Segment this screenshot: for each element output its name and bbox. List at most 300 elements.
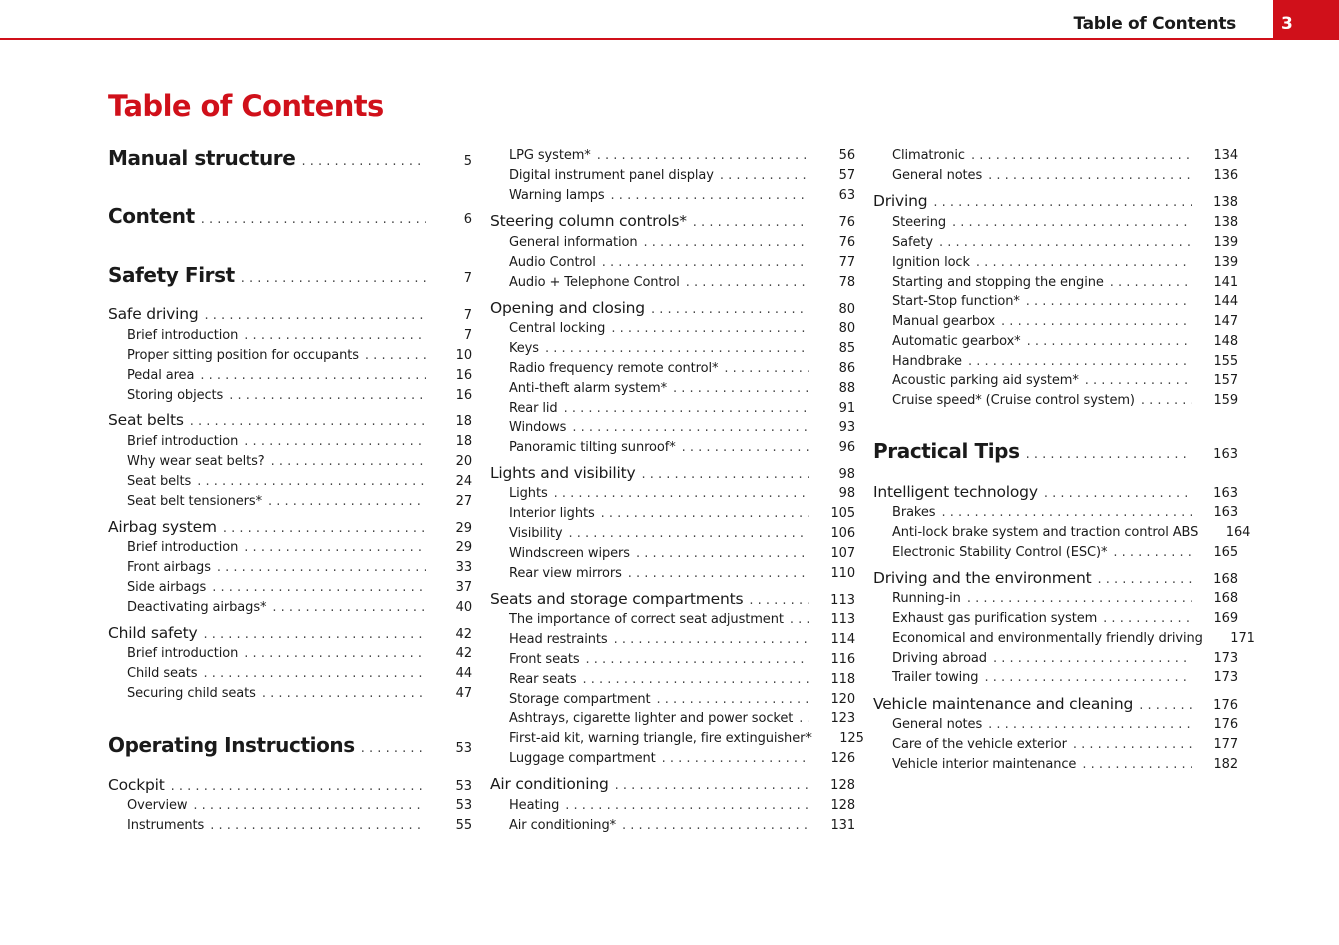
toc-entry-label: Driving abroad [892, 651, 987, 666]
toc-entry-label: Exhaust gas purification system [892, 611, 1098, 626]
dot-leader [636, 546, 809, 561]
toc-entry-page-number: 110 [830, 566, 855, 581]
toc-entry-label: Rear lid [509, 401, 558, 416]
toc-entry-label: Child safety [108, 624, 198, 642]
dot-leader [651, 302, 809, 317]
toc-entry-label: Seat belt tensioners* [127, 494, 262, 509]
toc-entry-page-number: 98 [838, 467, 855, 482]
dot-leader [657, 692, 809, 707]
toc-entry[interactable] [873, 294, 1238, 309]
toc-entry-label: Handbrake [892, 354, 962, 369]
dot-leader [1097, 572, 1192, 587]
dot-leader [210, 818, 426, 833]
toc-entry-label: Interior lights [509, 506, 595, 521]
toc-entry[interactable] [873, 393, 1238, 408]
toc-entry-label: Radio frequency remote control* [509, 361, 719, 376]
toc-entry[interactable] [490, 692, 855, 707]
toc-entry-label: Economical and environmentally friendly driving [892, 631, 1203, 646]
toc-entry[interactable] [490, 168, 855, 183]
toc-entry[interactable] [490, 440, 855, 455]
toc-entry[interactable] [490, 188, 855, 203]
toc-entry[interactable] [490, 506, 855, 521]
page-title: Table of Contents [108, 89, 384, 123]
toc-entry[interactable] [490, 731, 864, 746]
toc-entry[interactable] [490, 486, 855, 501]
toc-entry[interactable] [490, 464, 855, 482]
toc-entry-label: Brakes [892, 505, 936, 520]
toc-entry[interactable] [108, 263, 472, 287]
toc-entry-label: Air conditioning* [509, 818, 616, 833]
toc-entry-label: Luggage compartment [509, 751, 656, 766]
toc-entry-page-number: 33 [455, 560, 472, 575]
toc-entry-label: Ignition lock [892, 255, 970, 270]
toc-entry-page-number: 118 [830, 672, 855, 687]
toc-entry-label: Brief introduction [127, 646, 239, 661]
toc-entry[interactable] [873, 737, 1238, 752]
toc-entry-label: Proper sitting position for occupants [127, 348, 359, 363]
toc-entry-label: Driving [873, 192, 928, 210]
toc-entry-label: Content [108, 204, 195, 228]
dot-leader [976, 255, 1192, 270]
dot-leader [229, 388, 426, 403]
toc-entry[interactable] [108, 146, 472, 170]
toc-entry-label: Storing objects [127, 388, 224, 403]
toc-entry[interactable] [490, 275, 855, 290]
toc-entry-page-number: 91 [838, 401, 855, 416]
toc-entry-page-number: 126 [830, 751, 855, 766]
toc-entry-page-number: 176 [1213, 717, 1238, 732]
toc-entry[interactable] [490, 321, 855, 336]
toc-entry-label: Brief introduction [127, 540, 239, 555]
toc-entry[interactable] [873, 168, 1238, 183]
toc-entry[interactable] [873, 611, 1238, 626]
dot-leader [984, 670, 1192, 685]
toc-entry-label: Panoramic tilting sunroof* [509, 440, 676, 455]
dot-leader [1001, 314, 1192, 329]
toc-entry-label: Front seats [509, 652, 580, 667]
dot-leader [586, 652, 809, 667]
dot-leader [1085, 373, 1192, 388]
toc-entry-page-number: 57 [838, 168, 855, 183]
toc-entry-label: Visibility [509, 526, 563, 541]
dot-leader [622, 818, 809, 833]
toc-entry-page-number: 53 [455, 741, 472, 756]
toc-entry-page-number: 20 [455, 454, 472, 469]
toc-entry-page-number: 16 [455, 388, 472, 403]
dot-leader [988, 168, 1192, 183]
toc-entry-label: Safety First [108, 263, 235, 287]
toc-entry-page-number: 5 [463, 154, 472, 169]
toc-entry[interactable] [873, 651, 1238, 666]
toc-entry[interactable] [490, 798, 855, 813]
toc-entry-label: Digital instrument panel display [509, 168, 714, 183]
dot-leader [361, 741, 426, 756]
toc-entry[interactable] [108, 348, 472, 363]
dot-leader [662, 751, 809, 766]
header-rule [0, 38, 1339, 40]
running-header-title: Table of Contents [1073, 14, 1236, 34]
toc-entry[interactable] [108, 305, 472, 323]
toc-entry-label: Electronic Stability Control (ESC)* [892, 545, 1108, 560]
dot-leader [720, 168, 809, 183]
dot-leader [933, 195, 1192, 210]
dot-leader [241, 271, 426, 286]
toc-entry-label: Audio + Telephone Control [509, 275, 680, 290]
toc-entry-page-number: 141 [1213, 275, 1238, 290]
toc-entry[interactable] [108, 580, 472, 595]
toc-entry[interactable] [873, 439, 1238, 463]
toc-entry-label: Manual gearbox [892, 314, 996, 329]
toc-entry[interactable] [108, 411, 472, 429]
toc-entry[interactable] [108, 686, 472, 701]
dot-leader [1141, 393, 1192, 408]
dot-leader [1044, 486, 1192, 501]
toc-entry-page-number: 7 [463, 271, 472, 286]
toc-entry[interactable] [490, 632, 855, 647]
dot-leader [988, 717, 1192, 732]
toc-entry[interactable] [108, 646, 472, 661]
toc-entry[interactable] [108, 560, 472, 575]
toc-entry-page-number: 53 [455, 798, 472, 813]
toc-entry[interactable] [108, 818, 472, 833]
toc-entry-page-number: 7 [463, 308, 472, 323]
toc-entry-page-number: 138 [1213, 195, 1238, 210]
dot-leader [212, 580, 426, 595]
toc-entry-page-number: 163 [1213, 447, 1238, 462]
toc-entry-label: Safety [892, 235, 933, 250]
dot-leader [615, 778, 809, 793]
toc-entry-page-number: 128 [830, 778, 855, 793]
toc-entry-page-number: 93 [838, 420, 855, 435]
dot-leader [1110, 275, 1192, 290]
toc-entry-label: Anti-theft alarm system* [509, 381, 667, 396]
dot-leader [190, 414, 426, 429]
toc-entry-page-number: 106 [830, 526, 855, 541]
toc-entry-label: Acoustic parking aid system* [892, 373, 1079, 388]
toc-entry[interactable] [108, 474, 472, 489]
dot-leader [564, 401, 809, 416]
toc-entry-page-number: 76 [838, 235, 855, 250]
toc-entry[interactable] [108, 776, 472, 794]
toc-entry-label: Heating [509, 798, 560, 813]
dot-leader [644, 235, 810, 250]
toc-entry-label: Storage compartment [509, 692, 651, 707]
toc-entry-label: Audio Control [509, 255, 596, 270]
toc-entry[interactable] [873, 505, 1238, 520]
toc-entry-label: Head restraints [509, 632, 608, 647]
toc-entry-label: Cockpit [108, 776, 165, 794]
toc-entry[interactable] [108, 518, 472, 536]
toc-entry[interactable] [490, 775, 855, 793]
toc-entry[interactable] [873, 354, 1238, 369]
toc-entry-label: Front airbags [127, 560, 211, 575]
toc-entry[interactable] [490, 148, 855, 163]
dot-leader [641, 467, 809, 482]
dot-leader [197, 474, 426, 489]
toc-entry[interactable] [108, 328, 472, 343]
toc-entry[interactable] [873, 545, 1238, 560]
toc-entry-page-number: 144 [1213, 294, 1238, 309]
toc-entry-page-number: 16 [455, 368, 472, 383]
toc-entry-label: General notes [892, 717, 983, 732]
toc-entry[interactable] [873, 670, 1238, 685]
toc-entry-label: LPG system* [509, 148, 591, 163]
toc-entry[interactable] [490, 361, 855, 376]
toc-entry[interactable] [873, 631, 1255, 646]
toc-entry-label: Driving and the environment [873, 569, 1092, 587]
dot-leader [749, 593, 809, 608]
toc-entry[interactable] [490, 818, 855, 833]
toc-entry[interactable] [490, 212, 855, 230]
toc-entry-page-number: 114 [830, 632, 855, 647]
toc-entry-page-number: 18 [455, 434, 472, 449]
toc-entry-page-number: 123 [830, 711, 855, 726]
toc-entry[interactable] [490, 401, 855, 416]
toc-entry-page-number: 120 [830, 692, 855, 707]
toc-entry-page-number: 136 [1213, 168, 1238, 183]
toc-entry-page-number: 37 [455, 580, 472, 595]
dot-leader [1027, 334, 1192, 349]
toc-entry-label: Ashtrays, cigarette lighter and power socket [509, 711, 794, 726]
toc-entry-label: Manual structure [108, 146, 296, 170]
toc-entry-page-number: 138 [1213, 215, 1238, 230]
toc-entry[interactable] [490, 526, 855, 541]
toc-entry-page-number: 176 [1213, 698, 1238, 713]
toc-entry-label: Why wear seat belts? [127, 454, 265, 469]
toc-entry-label: Child seats [127, 666, 198, 681]
toc-entry[interactable] [490, 672, 855, 687]
dot-leader [628, 566, 809, 581]
toc-entry-page-number: 163 [1213, 486, 1238, 501]
toc-entry-page-number: 177 [1213, 737, 1238, 752]
toc-entry-label: Steering column controls* [490, 212, 687, 230]
toc-entry-label: Cruise speed* (Cruise control system) [892, 393, 1135, 408]
toc-entry-label: Start-Stop function* [892, 294, 1020, 309]
toc-entry[interactable] [873, 148, 1238, 163]
toc-entry-label: Side airbags [127, 580, 207, 595]
dot-leader [1103, 611, 1192, 626]
toc-entry-page-number: 168 [1213, 591, 1238, 606]
toc-entry-label: Rear view mirrors [509, 566, 622, 581]
toc-entry[interactable] [108, 798, 472, 813]
dot-leader [967, 591, 1192, 606]
toc-entry-label: Opening and closing [490, 299, 645, 317]
toc-entry[interactable] [873, 483, 1238, 501]
toc-entry[interactable] [873, 373, 1238, 388]
toc-entry-page-number: 164 [1225, 525, 1251, 540]
toc-entry[interactable] [108, 454, 472, 469]
toc-entry-label: Operating Instructions [108, 733, 355, 757]
toc-entry-label: Instruments [127, 818, 205, 833]
dot-leader [597, 148, 809, 163]
toc-entry[interactable] [873, 334, 1238, 349]
toc-entry-label: Starting and stopping the engine [892, 275, 1104, 290]
toc-entry-page-number: 44 [455, 666, 472, 681]
toc-entry-page-number: 173 [1213, 670, 1238, 685]
toc-entry-label: Seat belts [108, 411, 184, 429]
dot-leader [686, 275, 809, 290]
toc-entry-page-number: 42 [455, 627, 472, 642]
dot-leader [1026, 447, 1192, 462]
dot-leader [602, 255, 809, 270]
dot-leader [1082, 757, 1192, 772]
toc-entry-label: Seats and storage compartments [490, 590, 744, 608]
toc-entry-page-number: 86 [838, 361, 855, 376]
toc-entry-page-number: 113 [830, 612, 855, 627]
dot-leader [1113, 545, 1192, 560]
toc-entry-page-number: 29 [455, 521, 472, 536]
dot-leader [572, 420, 809, 435]
toc-entry[interactable] [108, 624, 472, 642]
toc-entry[interactable] [873, 275, 1238, 290]
toc-entry-label: Practical Tips [873, 439, 1020, 463]
toc-entry[interactable] [108, 368, 472, 383]
dot-leader [244, 540, 426, 555]
toc-entry-label: Steering [892, 215, 946, 230]
toc-entry-label: Trailer towing [892, 670, 979, 685]
dot-leader [601, 506, 809, 521]
toc-entry-label: Pedal area [127, 368, 195, 383]
dot-leader [545, 341, 809, 356]
toc-entry-label: Airbag system [108, 518, 217, 536]
toc-entry[interactable] [490, 566, 855, 581]
toc-entry[interactable] [490, 235, 855, 250]
toc-entry-label: Warning lamps [509, 188, 605, 203]
toc-entry-page-number: 40 [455, 600, 472, 615]
toc-entry-page-number: 76 [838, 215, 855, 230]
toc-entry-page-number: 27 [455, 494, 472, 509]
toc-entry-page-number: 113 [830, 593, 855, 608]
toc-entry-page-number: 159 [1213, 393, 1238, 408]
dot-leader [568, 526, 809, 541]
dot-leader [171, 779, 426, 794]
toc-entry-page-number: 80 [838, 321, 855, 336]
toc-entry-label: Keys [509, 341, 539, 356]
toc-entry[interactable] [490, 590, 855, 608]
toc-entry-label: Brief introduction [127, 434, 239, 449]
toc-entry-page-number: 131 [830, 818, 855, 833]
dot-leader [583, 672, 810, 687]
toc-entry-label: The importance of correct seat adjustment [509, 612, 784, 627]
toc-entry[interactable] [490, 546, 855, 561]
toc-entry-page-number: 56 [838, 148, 855, 163]
toc-entry-page-number: 47 [455, 686, 472, 701]
toc-entry[interactable] [873, 314, 1238, 329]
dot-leader [268, 494, 426, 509]
toc-entry-page-number: 134 [1213, 148, 1238, 163]
toc-entry[interactable] [108, 494, 472, 509]
toc-entry[interactable] [108, 600, 472, 615]
toc-entry-page-number: 139 [1213, 235, 1238, 250]
toc-entry[interactable] [108, 666, 472, 681]
toc-entry-page-number: 42 [455, 646, 472, 661]
dot-leader [693, 215, 809, 230]
toc-entry[interactable] [873, 255, 1238, 270]
toc-entry-page-number: 53 [455, 779, 472, 794]
toc-entry[interactable] [873, 717, 1238, 732]
toc-entry[interactable] [873, 192, 1238, 210]
dot-leader [682, 440, 809, 455]
toc-entry[interactable] [108, 388, 472, 403]
toc-entry[interactable] [490, 255, 855, 270]
toc-entry[interactable] [873, 235, 1238, 250]
toc-entry-page-number: 173 [1213, 651, 1238, 666]
dot-leader [1139, 698, 1192, 713]
toc-entry[interactable] [873, 591, 1238, 606]
toc-entry[interactable] [873, 525, 1251, 540]
toc-entry-label: Running-in [892, 591, 961, 606]
dot-leader [244, 434, 426, 449]
toc-entry-page-number: 155 [1213, 354, 1238, 369]
toc-entry[interactable] [490, 612, 855, 627]
toc-entry-label: Care of the vehicle exterior [892, 737, 1067, 752]
toc-entry-label: Intelligent technology [873, 483, 1038, 501]
dot-leader [611, 188, 809, 203]
dot-leader [271, 454, 426, 469]
toc-entry[interactable] [490, 711, 855, 726]
dot-leader [365, 348, 426, 363]
toc-entry-label: Overview [127, 798, 188, 813]
dot-leader [203, 666, 426, 681]
toc-entry[interactable] [873, 695, 1238, 713]
dot-leader [244, 328, 426, 343]
toc-entry-label: Lights and visibility [490, 464, 636, 482]
toc-entry-label: Anti-lock brake system and traction control ABS [892, 525, 1199, 540]
dot-leader [272, 600, 426, 615]
dot-leader [611, 321, 809, 336]
dot-leader [193, 798, 426, 813]
toc-entry[interactable] [490, 652, 855, 667]
toc-entry[interactable] [873, 215, 1238, 230]
toc-entry-page-number: 80 [838, 302, 855, 317]
toc-entry[interactable] [490, 751, 855, 766]
toc-entry[interactable] [490, 420, 855, 435]
toc-entry[interactable] [108, 733, 472, 757]
toc-entry-page-number: 105 [830, 506, 855, 521]
toc-entry-page-number: 163 [1213, 505, 1238, 520]
toc-entry-label: Deactivating airbags* [127, 600, 267, 615]
toc-entry-page-number: 29 [455, 540, 472, 555]
dot-leader [968, 354, 1192, 369]
dot-leader [244, 646, 426, 661]
toc-entry-page-number: 157 [1213, 373, 1238, 388]
toc-entry-page-number: 6 [463, 212, 472, 227]
toc-entry-label: General notes [892, 168, 983, 183]
toc-entry[interactable] [108, 434, 472, 449]
toc-entry[interactable] [490, 381, 855, 396]
toc-entry-page-number: 77 [838, 255, 855, 270]
toc-entry-label: Central locking [509, 321, 606, 336]
toc-entry-label: Lights [509, 486, 548, 501]
toc-entry-label: General information [509, 235, 638, 250]
toc-entry-page-number: 96 [838, 440, 855, 455]
toc-entry[interactable] [490, 341, 855, 356]
toc-entry[interactable] [108, 204, 472, 228]
toc-entry[interactable] [108, 540, 472, 555]
dot-leader [941, 505, 1192, 520]
toc-entry-label: Seat belts [127, 474, 192, 489]
toc-entry-page-number: 7 [463, 328, 472, 343]
toc-entry-label: Automatic gearbox* [892, 334, 1021, 349]
toc-entry[interactable] [490, 299, 855, 317]
dot-leader [790, 612, 809, 627]
dot-leader [262, 686, 426, 701]
dot-leader [565, 798, 809, 813]
toc-entry[interactable] [873, 569, 1238, 587]
toc-entry-page-number: 55 [455, 818, 472, 833]
toc-entry[interactable] [873, 757, 1238, 772]
toc-entry-page-number: 116 [830, 652, 855, 667]
